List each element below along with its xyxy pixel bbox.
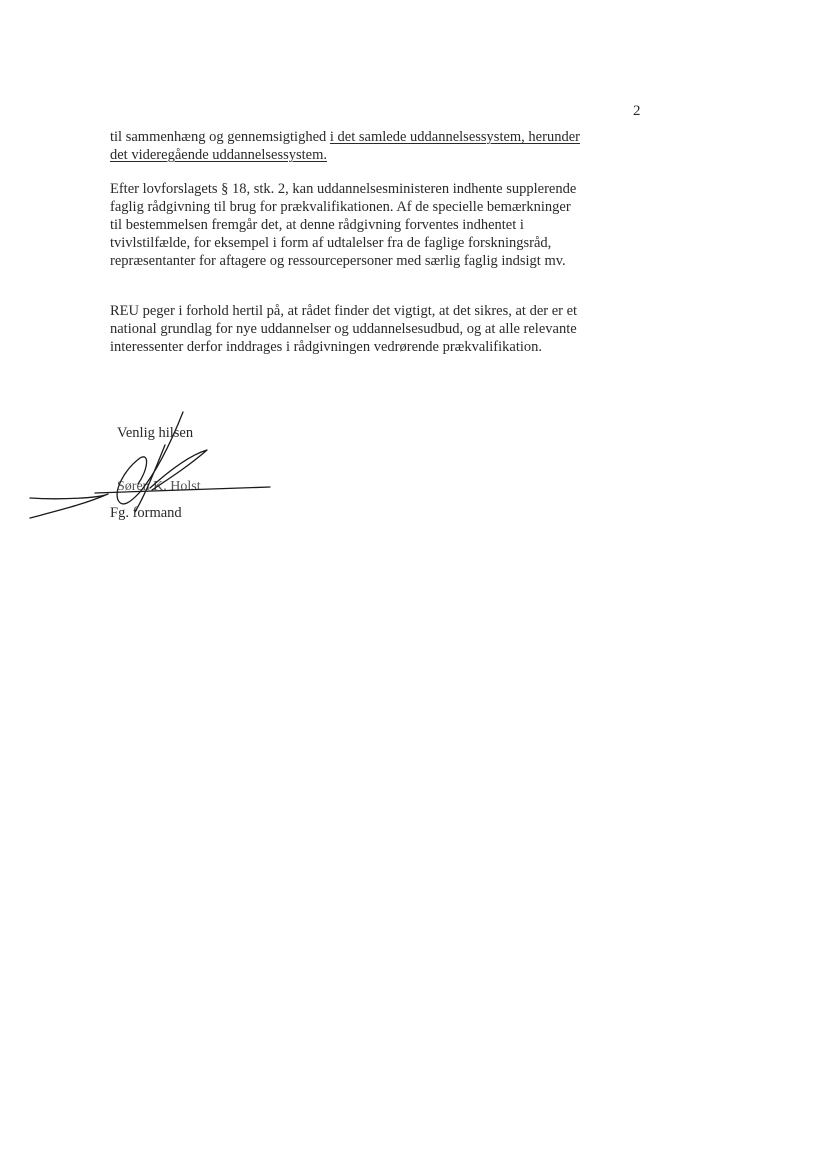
closing-greeting: Venlig hilsen [117, 425, 194, 441]
paragraph-reu-position: REU peger i forhold hertil på, at rådet finder det vigtigt, at det sikres, at der er et national grundlag for nye uddannelser og uddannelsesudbud, og at alle relevante interessenter derfor inddrages i rådgivningen vedrørende prækvalifikation. [110, 303, 578, 355]
page-number: 2 [633, 103, 641, 119]
paragraph-advisory: Efter lovforslagets § 18, stk. 2, kan uddannelsesministeren indhente supplerende faglig rådgivning til brug for prækvalifikationen. Af de specielle bemærkninger til bestemmelsen fremgår det, at denne rådgivning forventes indhentet i tvivlstilfælde, for eksempel i form af udtalelser fra de faglige forskningsråd, repræsentanter for aftagere og ressourcepersoner med særlig faglig indsigt mv. [110, 181, 577, 269]
signer-name: Søren K. Holst [117, 479, 201, 494]
paragraph-continuation [110, 128, 580, 164]
paragraph-continuation-underlined: i det samlede uddannelsessystem, herunder det videregående uddannelsessystem. [110, 129, 580, 163]
paragraph-continuation-plain: til sammenhæng og gennemsigtighed [110, 129, 330, 145]
signer-title: Fg. formand [110, 505, 182, 521]
